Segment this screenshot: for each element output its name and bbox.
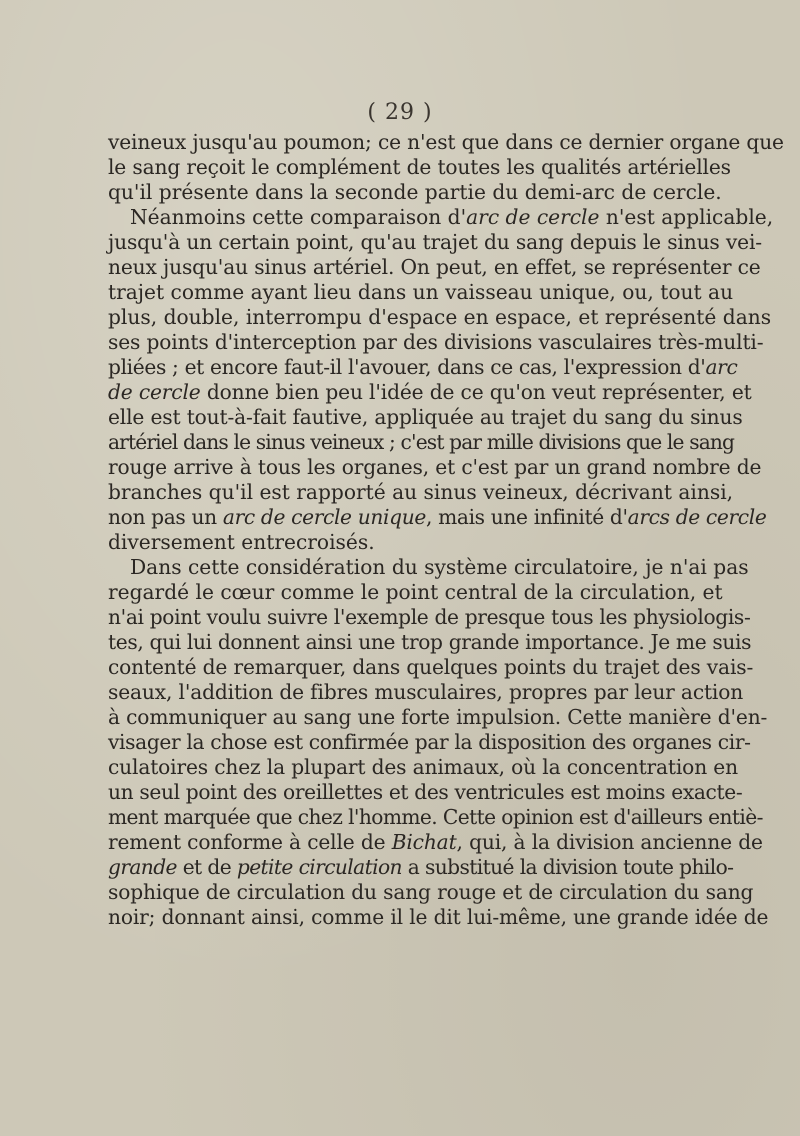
text-line: regardé le cœur comme le point central de la circulation, et bbox=[108, 580, 723, 604]
text-line: tes, qui lui donnent ainsi une trop grande importance. Je me suis bbox=[108, 630, 752, 654]
text-line: elle est tout-à-fait fautive, appliquée au trajet du sang du sinus bbox=[108, 405, 743, 429]
text-line: contenté de remarquer, dans quelques points du trajet des vais- bbox=[108, 655, 754, 679]
text-line: grande et de petite circulation a substitué la division toute philo- bbox=[108, 855, 734, 879]
italic-phrase: arcs de cercle bbox=[627, 505, 767, 529]
text-line: plus, double, interrompu d'espace en espace, et représenté dans bbox=[108, 305, 772, 329]
text-line: n'ai point voulu suivre l'exemple de presque tous les physiologis- bbox=[108, 605, 751, 629]
text-line: diversement entrecroisés. bbox=[108, 530, 375, 554]
text-line: à communiquer au sang une forte impulsion. Cette manière d'en- bbox=[108, 705, 768, 729]
text-line: jusqu'à un certain point, qu'au trajet du sang depuis le sinus vei- bbox=[108, 230, 762, 254]
text-line: neux jusqu'au sinus artériel. On peut, en effet, se représenter ce bbox=[108, 255, 761, 279]
text-line: pliées ; et encore faut-il l'avouer, dans ce cas, l'expression d'arc bbox=[108, 355, 738, 379]
italic-phrase: Bichat bbox=[391, 830, 457, 854]
text-line: un seul point des oreillettes et des ventricules est moins exacte- bbox=[108, 780, 743, 804]
text-line: trajet comme ayant lieu dans un vaisseau unique, ou, tout au bbox=[108, 280, 734, 304]
text-line: qu'il présente dans la seconde partie du demi-arc de cercle. bbox=[108, 180, 722, 204]
text-line: Dans cette considération du système circulatoire, je n'ai pas bbox=[130, 555, 749, 579]
text-line: noir; donnant ainsi, comme il le dit lui-même, une grande idée de bbox=[108, 905, 769, 929]
italic-phrase: de cercle bbox=[108, 380, 201, 404]
text-line: Néanmoins cette comparaison d'arc de cercle n'est applicable, bbox=[130, 205, 774, 229]
italic-phrase: arc bbox=[705, 355, 738, 379]
text-line: ses points d'interception par des divisions vasculaires très-multi- bbox=[108, 330, 764, 354]
text-line: non pas un arc de cercle unique, mais une infinité d'arcs de cercle bbox=[108, 505, 767, 529]
body-text bbox=[108, 130, 784, 930]
text-line: culatoires chez la plupart des animaux, où la concentration en bbox=[108, 755, 738, 779]
text-line: le sang reçoit le complément de toutes les qualités artérielles bbox=[108, 155, 731, 179]
text-line: branches qu'il est rapporté au sinus veineux, décrivant ainsi, bbox=[108, 480, 734, 504]
text-line: visager la chose est confirmée par la disposition des organes cir- bbox=[108, 730, 751, 754]
text-line: ment marquée que chez l'homme. Cette opinion est d'ailleurs entiè- bbox=[108, 805, 763, 829]
text-line: sophique de circulation du sang rouge et de circulation du sang bbox=[108, 880, 754, 904]
italic-phrase: arc de cercle bbox=[466, 205, 600, 229]
text-line: artériel dans le sinus veineux ; c'est par mille divisions que le sang bbox=[108, 430, 735, 454]
italic-phrase: petite circulation bbox=[236, 855, 402, 879]
text-line: rouge arrive à tous les organes, et c'est par un grand nombre de bbox=[108, 455, 762, 479]
page-number: ( 29 ) bbox=[367, 100, 433, 125]
italic-phrase: arc de cercle unique bbox=[222, 505, 426, 529]
italic-phrase: grande bbox=[108, 855, 177, 879]
text-line: de cercle donne bien peu l'idée de ce qu'on veut représenter, et bbox=[108, 380, 752, 404]
text-line: rement conforme à celle de Bichat, qui, à la division ancienne de bbox=[108, 830, 763, 854]
text-line: veineux jusqu'au poumon; ce n'est que dans ce dernier organe que bbox=[108, 130, 784, 154]
text-line: seaux, l'addition de fibres musculaires, propres par leur action bbox=[108, 680, 744, 704]
